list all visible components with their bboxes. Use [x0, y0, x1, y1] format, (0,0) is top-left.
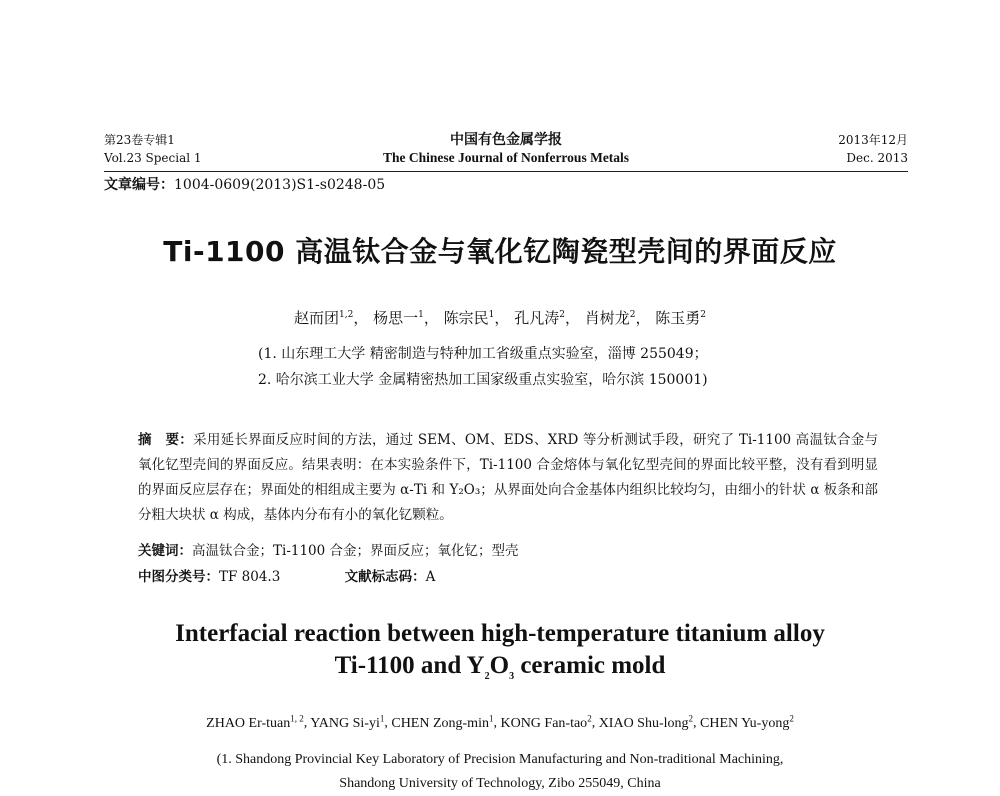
affiliations-english: (1. Shandong Provincial Key Laboratory of Precision Manufacturing and Non-traditional Machining, Shandong University of Technology, Zibo 255049, China [216, 752, 784, 791]
author: XIAO Shu-long$^2$ [598, 713, 694, 731]
volume-info: 第23卷专辑1 Vol.23 Special 1 [104, 133, 202, 165]
authors-english: ZHAO Er-tuan$^{1, 2}$, YANG $Si-yi^1$, CHEN Zong-$\min^1$, KONG Fan-tao$^2$, XIAO Shu-long$^2$, CHEN Yu-yong$^2$ [206, 713, 794, 731]
author: 陈宗民$^1$ [443, 309, 495, 327]
author: 陈玉勇$^2$ [655, 309, 706, 327]
author: 赵而团$^{1,2}$ [294, 309, 354, 327]
keywords-chinese: 关键词：高温钛合金；Ti-1100 合金；界面反应；氧化钇；型壳 [138, 543, 519, 559]
author: 杨思一$^1$ [373, 309, 424, 327]
author: YANG $Si-yi^1$ [310, 713, 385, 731]
abstract-chinese [138, 428, 878, 528]
affiliations-chinese: (1. 山东理工大学 精密制造与特种加工省级重点实验室，淄博 255049； 2. 哈尔滨工业大学 金属精密热加工国家级重点实验室，哈尔滨 150001) [258, 346, 708, 388]
abstract-label: 摘 要： [138, 432, 194, 448]
title-english: Interfacial reaction between high-temperature titanium alloy Ti-1100 and $Y_2O_3$ ceramic mold [175, 620, 825, 682]
author: 孔凡涛$^2$ [514, 309, 565, 327]
journal-name: 中国有色金属学报 The Chinese Journal of Nonferrous Metals [382, 132, 630, 165]
author: 肖树龙$^2$ [584, 309, 636, 327]
author: KONG Fan-tao$^2$ [500, 713, 592, 731]
author: CHEN Yu-yong$^2$ [700, 713, 794, 731]
abstract-text: 采用延长界面反应时间的方法，通过 SEM、OM、EDS、XRD 等分析测试手段，研究了 Ti-1100 高温钛合金与氧化钇型壳间的界面反应。结果表明：在本实验条件下，Ti-1100 合金熔体与氧化钇型壳间的界面比较平整，没有看到明显的界面反应层存在；界面处的相组成主要为 α-Ti 和 Y₂O₃；从界面处向合金基体内组织比较均匀，由细小的针状 α 板条和部分粗大块状 α 构成，基体内分布有小的氧化钇颗粒。 [138, 432, 879, 523]
author: CHEN Zong-$\min^1$ [391, 713, 494, 731]
author: ZHAO Er-tuan$^{1, 2}$ [206, 713, 304, 731]
issue-date: 2013年12月 Dec. 2013 [838, 133, 908, 165]
header-rule [104, 171, 908, 172]
authors-chinese: 赵而团$^{1,2}$， 杨思一$^1$， 陈宗民$^1$， 孔凡涛$^2$， 肖树龙$^2$， 陈玉勇$^2$ [294, 309, 706, 327]
classification-line: 中图分类号：TF 804.3 文献标志码：A [138, 569, 436, 585]
running-header [104, 131, 908, 171]
title-chinese: Ti-1100 高温钛合金与氧化钇陶瓷型壳间的界面反应 [163, 235, 837, 268]
article-number: 文章编号：1004-0609(2013)S1-s0248-05 [104, 177, 386, 193]
